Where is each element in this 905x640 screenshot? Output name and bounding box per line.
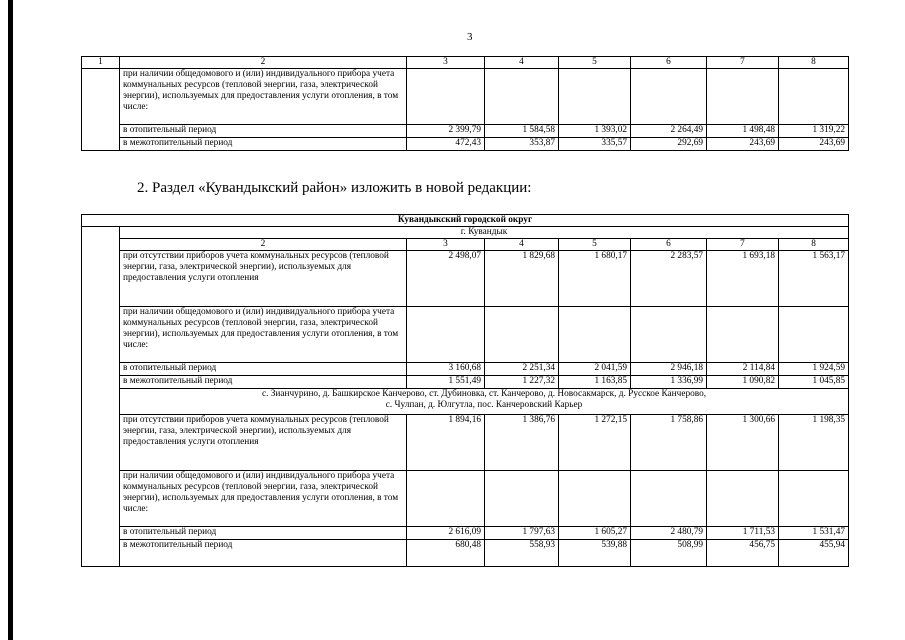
- value-cell: [779, 471, 849, 527]
- table-row: [82, 251, 849, 307]
- value-cell: 1 336,99: [631, 376, 707, 389]
- col-num: 4: [485, 57, 559, 69]
- value-cell: 1 605,27: [559, 527, 631, 540]
- table-row: [82, 307, 849, 363]
- value-cell: 1 693,18: [707, 251, 779, 307]
- group-title: [120, 389, 849, 415]
- value-cell: 1 090,82: [707, 376, 779, 389]
- col-num: 8: [779, 57, 849, 69]
- row-label: в отопительный период: [120, 363, 407, 376]
- table-title-row: [82, 215, 849, 227]
- value-cell: [407, 69, 485, 125]
- table-row: [82, 540, 849, 567]
- value-cell: 2 480,79: [631, 527, 707, 540]
- value-cell: 1 563,17: [779, 251, 849, 307]
- value-cell: 335,57: [559, 138, 631, 151]
- value-cell: 1 894,16: [407, 415, 485, 471]
- tariff-table-continued: [81, 56, 849, 151]
- col-num: 6: [631, 57, 707, 69]
- value-cell: 1 531,47: [779, 527, 849, 540]
- value-cell: [779, 307, 849, 363]
- value-cell: 2 283,57: [631, 251, 707, 307]
- value-cell: 1 300,66: [707, 415, 779, 471]
- row-label: в межотопительный период: [120, 540, 407, 567]
- row-label: при наличии общедомового и (или) индивидуального прибора учета коммунальных ресурсов (тепловой энергии, газа, электрической энергии), используемых для предоставления услуги отопления, в том числе:: [120, 471, 407, 527]
- col-num: 7: [707, 239, 779, 251]
- value-cell: 1 924,59: [779, 363, 849, 376]
- value-cell: [707, 471, 779, 527]
- value-cell: 1 319,22: [779, 125, 849, 138]
- value-cell: 1 680,17: [559, 251, 631, 307]
- col-num: 7: [707, 57, 779, 69]
- value-cell: 539,88: [559, 540, 631, 567]
- value-cell: 1 498,48: [707, 125, 779, 138]
- table-row: [82, 415, 849, 471]
- value-cell: 353,87: [485, 138, 559, 151]
- value-cell: [559, 307, 631, 363]
- value-cell: [631, 307, 707, 363]
- value-cell: 2 399,79: [407, 125, 485, 138]
- value-cell: [779, 69, 849, 125]
- table-row: [82, 471, 849, 527]
- value-cell: [485, 307, 559, 363]
- row-label: при наличии общедомового и (или) индивидуального прибора учета коммунальных ресурсов (тепловой энергии, газа, электрической энергии), используемых для предоставления услуги отопления, в том числе:: [120, 69, 407, 125]
- col-num: 3: [407, 57, 485, 69]
- value-cell: [407, 471, 485, 527]
- row-label: в отопительный период: [120, 527, 407, 540]
- table-title: Кувандыкский городской округ: [82, 215, 849, 227]
- value-cell: 558,93: [485, 540, 559, 567]
- value-cell: 456,75: [707, 540, 779, 567]
- value-cell: [485, 69, 559, 125]
- value-cell: 1 163,85: [559, 376, 631, 389]
- value-cell: 1 797,63: [485, 527, 559, 540]
- table-row: [82, 138, 849, 151]
- value-cell: 3 160,68: [407, 363, 485, 376]
- value-cell: 1 584,58: [485, 125, 559, 138]
- blank-cell: [82, 69, 120, 151]
- value-cell: 455,94: [779, 540, 849, 567]
- value-cell: 2 264,49: [631, 125, 707, 138]
- value-cell: 2 498,07: [407, 251, 485, 307]
- value-cell: 508,99: [631, 540, 707, 567]
- group-title: г. Кувандык: [120, 227, 849, 239]
- page-number: 3: [467, 31, 473, 43]
- value-cell: 1 758,86: [631, 415, 707, 471]
- value-cell: 2 041,59: [559, 363, 631, 376]
- value-cell: 1 829,68: [485, 251, 559, 307]
- value-cell: 2 616,09: [407, 527, 485, 540]
- row-label: в межотопительный период: [120, 138, 407, 151]
- col-num: 2: [120, 239, 407, 251]
- table-row: [82, 363, 849, 376]
- col-num: 2: [120, 57, 407, 69]
- table-row: [82, 125, 849, 138]
- table-row: [82, 527, 849, 540]
- group-title-row: [82, 389, 849, 415]
- column-number-row: [82, 239, 849, 251]
- group-title-row: [82, 227, 849, 239]
- row-label: при отсутствии приборов учета коммунальных ресурсов (тепловой энергии, газа, электрической энергии), используемых для предоставления услуги отопления: [120, 415, 407, 471]
- value-cell: 472,43: [407, 138, 485, 151]
- column-number-row: [82, 57, 849, 69]
- value-cell: 1 386,76: [485, 415, 559, 471]
- table-row: [82, 69, 849, 125]
- table-row: [82, 376, 849, 389]
- row-label: в отопительный период: [120, 125, 407, 138]
- col-num: 8: [779, 239, 849, 251]
- value-cell: 1 198,35: [779, 415, 849, 471]
- value-cell: 243,69: [779, 138, 849, 151]
- value-cell: 1 393,02: [559, 125, 631, 138]
- value-cell: [407, 307, 485, 363]
- section-heading: 2. Раздел «Кувандыкский район» изложить в новой редакции:: [137, 180, 532, 196]
- group-title-line: с. Чулпан, д. Юлгутла, пос. Канчеровский Карьер: [385, 400, 583, 410]
- value-cell: 2 946,18: [631, 363, 707, 376]
- row-label: в межотопительный период: [120, 376, 407, 389]
- value-cell: 243,69: [707, 138, 779, 151]
- value-cell: 1 551,49: [407, 376, 485, 389]
- kuvandyk-tariff-table: [81, 214, 849, 567]
- col-num: 5: [559, 57, 631, 69]
- col-num: 3: [407, 239, 485, 251]
- value-cell: [707, 69, 779, 125]
- col-num: 4: [485, 239, 559, 251]
- col-num: 5: [559, 239, 631, 251]
- value-cell: 292,69: [631, 138, 707, 151]
- blank-cell: [82, 227, 120, 567]
- col-num: 6: [631, 239, 707, 251]
- value-cell: 2 251,34: [485, 363, 559, 376]
- value-cell: [559, 69, 631, 125]
- value-cell: 1 272,15: [559, 415, 631, 471]
- group-title-line: с. Зианчурино, д. Башкирское Канчерово, ст. Дубиновка, ст. Канчерово, д. Новосакмарск, д. Русское Канчерово,: [261, 389, 707, 399]
- value-cell: [631, 471, 707, 527]
- page-edge-bar: [8, 0, 13, 640]
- value-cell: 1 227,32: [485, 376, 559, 389]
- value-cell: 2 114,84: [707, 363, 779, 376]
- row-label: при наличии общедомового и (или) индивидуального прибора учета коммунальных ресурсов (тепловой энергии, газа, электрической энергии), используемых для предоставления услуги отопления, в том числе:: [120, 307, 407, 363]
- value-cell: [631, 69, 707, 125]
- value-cell: [559, 471, 631, 527]
- value-cell: 680,48: [407, 540, 485, 567]
- value-cell: 1 711,53: [707, 527, 779, 540]
- value-cell: 1 045,85: [779, 376, 849, 389]
- value-cell: [707, 307, 779, 363]
- col-num: 1: [82, 57, 120, 69]
- value-cell: [485, 471, 559, 527]
- row-label: при отсутствии приборов учета коммунальных ресурсов (тепловой энергии, газа, электрической энергии), используемых для предоставления услуги отопления: [120, 251, 407, 307]
